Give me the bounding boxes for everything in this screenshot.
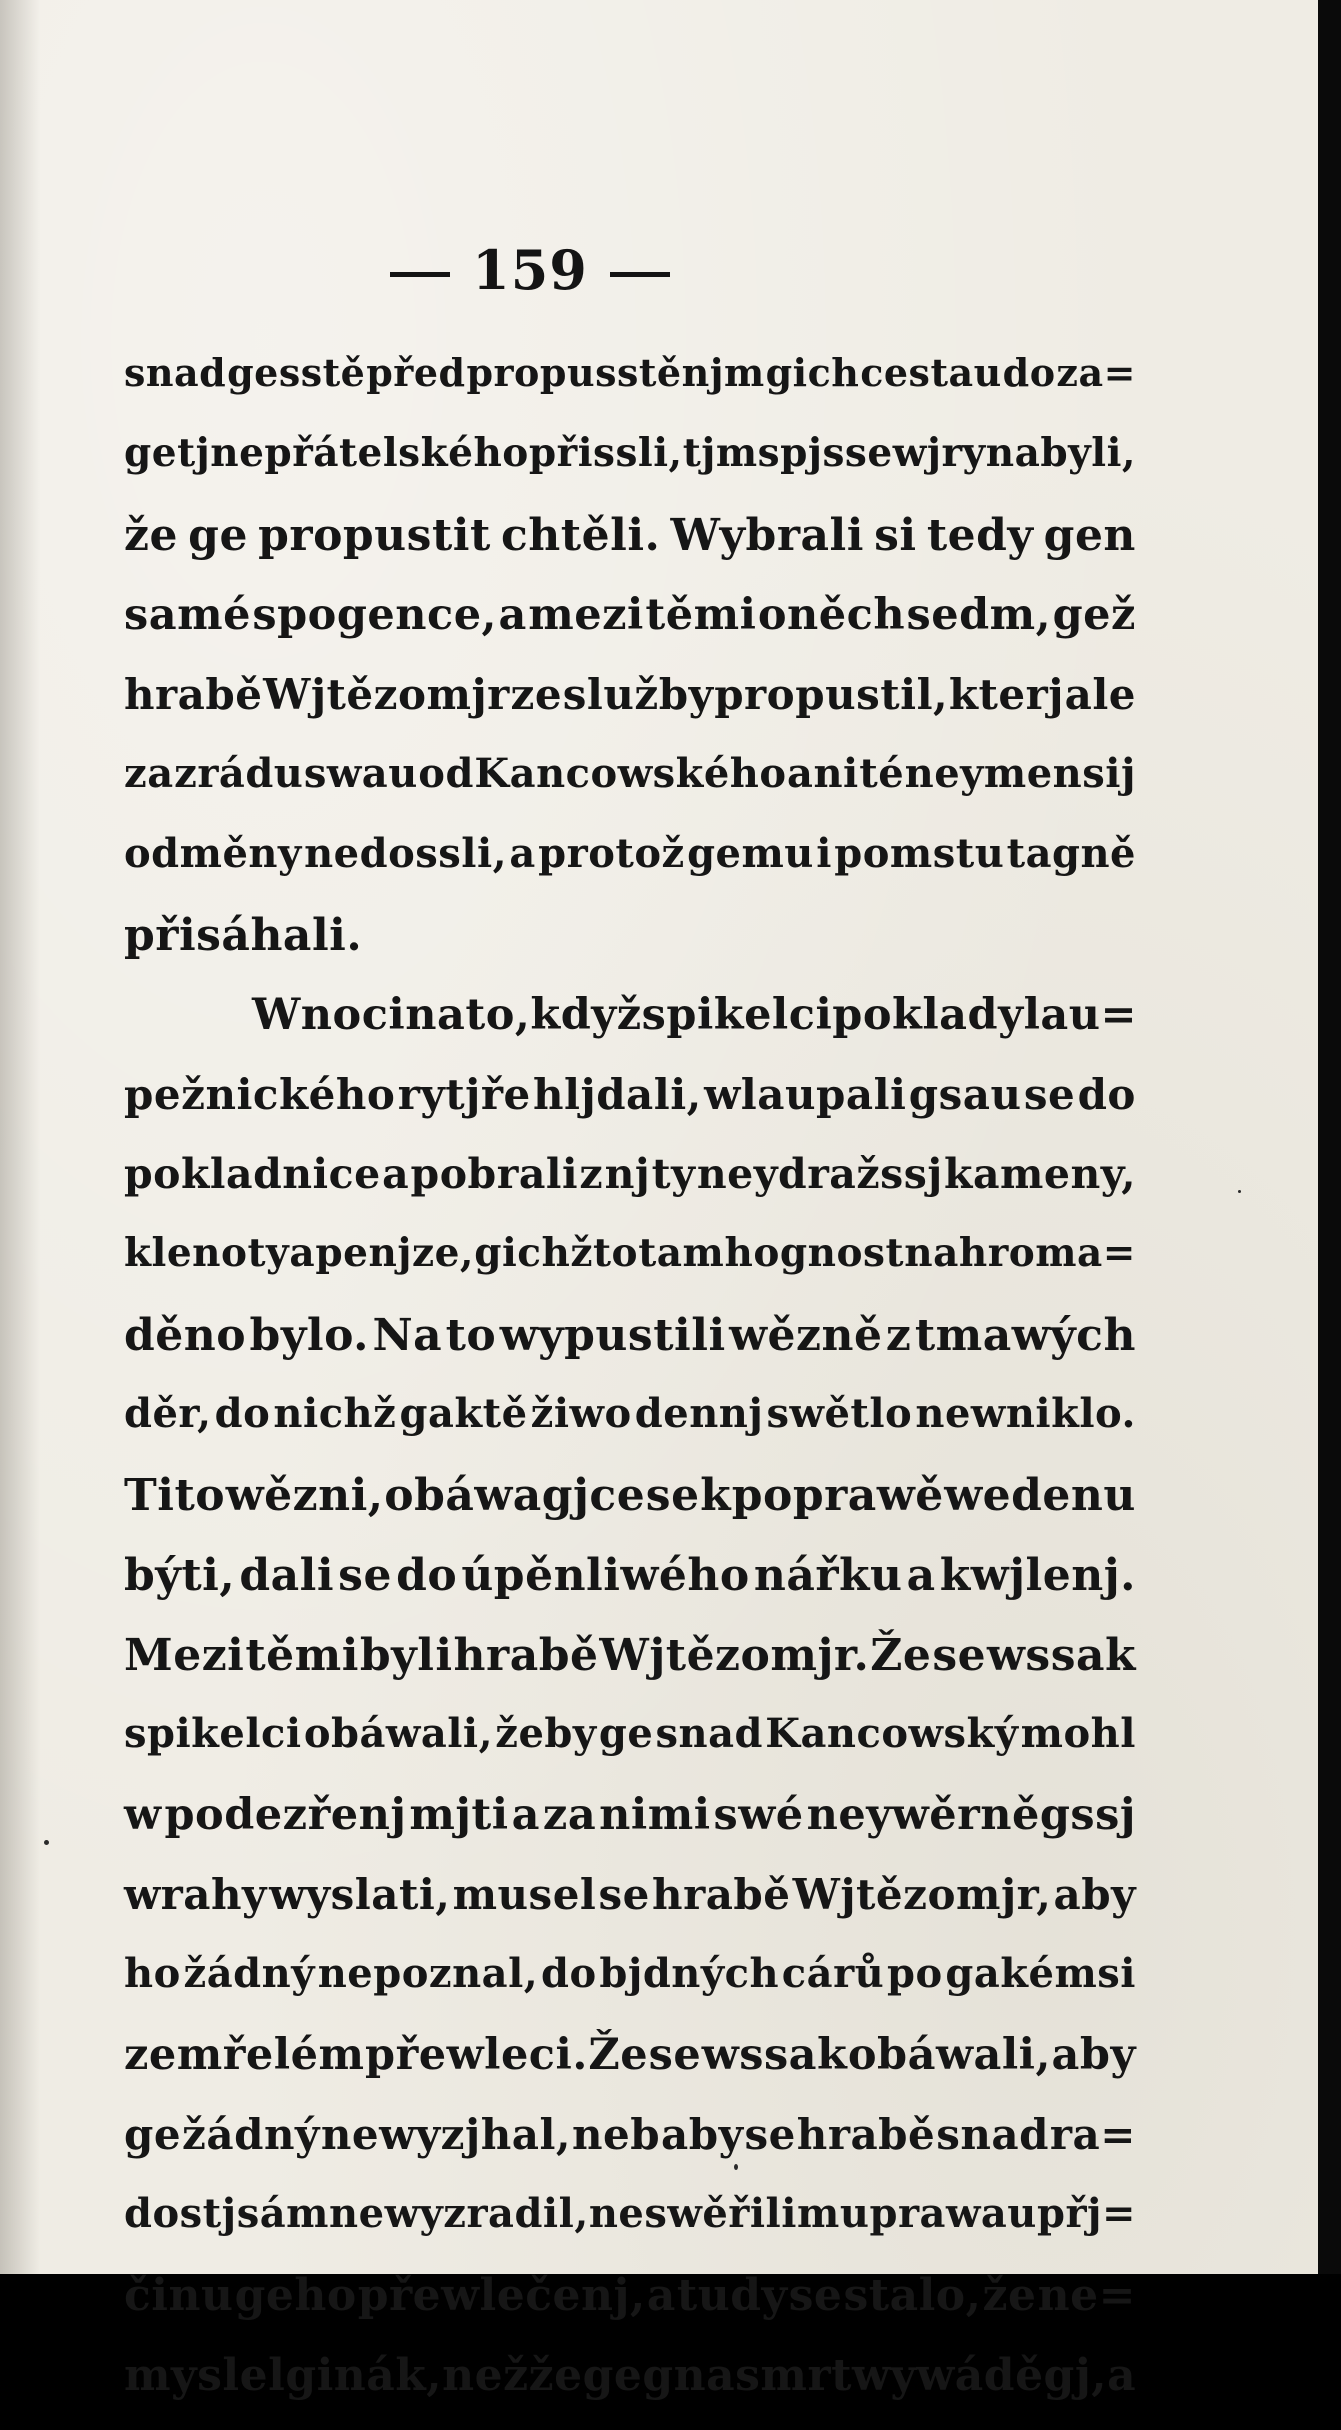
word: bylo. <box>249 1310 369 1361</box>
word: se <box>648 2030 702 2080</box>
text-line <box>124 2110 1136 2190</box>
word: hrabě <box>124 670 263 719</box>
word: wrahy <box>124 1870 267 1919</box>
word: za <box>542 1790 597 1840</box>
word: tedy <box>926 510 1034 561</box>
word: neymensij <box>904 750 1136 797</box>
word: kterj <box>948 670 1064 719</box>
text-line <box>124 1710 1136 1790</box>
word: gež <box>1052 590 1136 640</box>
word: wězni, <box>225 1470 384 1521</box>
word: samé <box>124 590 251 640</box>
word: tudy <box>676 2270 788 2321</box>
word: se <box>744 2110 796 2159</box>
word: služby <box>562 670 714 719</box>
word: protož <box>538 830 685 877</box>
word: za= <box>1056 350 1136 395</box>
word: mohl <box>1020 1710 1136 1757</box>
word: nimi <box>599 1790 711 1840</box>
word: W <box>252 990 301 1040</box>
word: hrabě <box>796 2110 936 2159</box>
word: pežnického <box>124 1070 396 1119</box>
word: to, <box>465 990 531 1040</box>
word: do <box>1002 350 1056 395</box>
text-line <box>124 1550 1136 1630</box>
word: pomstu <box>834 830 1005 877</box>
word: newyzjhal, <box>320 2110 572 2159</box>
word: sedm, <box>906 590 1052 640</box>
word: ty <box>651 1150 696 1198</box>
word: mjti <box>409 1790 509 1840</box>
word: prawau <box>869 2190 1037 2237</box>
text-line <box>124 1310 1136 1390</box>
word: i <box>816 830 832 877</box>
word: newyzradil, <box>329 2190 589 2237</box>
word: gakémsi <box>945 1950 1136 1997</box>
word: swau <box>303 750 418 797</box>
word: podezřenj <box>164 1790 407 1840</box>
word: aby <box>1053 1870 1136 1919</box>
word: Na <box>372 1310 443 1361</box>
text-line <box>124 750 1136 830</box>
word: dennj <box>634 1390 764 1437</box>
word: a <box>289 1230 316 1276</box>
text-line <box>124 1070 1136 1150</box>
text-line <box>124 1470 1136 1550</box>
paper-speck <box>1238 1190 1241 1193</box>
word: snad <box>655 1710 763 1757</box>
word: nj <box>604 1150 651 1198</box>
word: Že <box>588 2030 649 2080</box>
word: neswěřili <box>588 2190 797 2237</box>
word: kwjlenj. <box>939 1550 1136 1601</box>
text-line <box>124 1630 1136 1710</box>
word: gesstě <box>227 350 366 395</box>
word: gaktě <box>399 1390 528 1437</box>
word: těmi <box>645 590 757 640</box>
word: wedenu <box>944 1470 1136 1521</box>
word: ho <box>124 1950 181 1997</box>
word: se <box>598 1870 650 1919</box>
word: snad <box>936 2110 1049 2159</box>
word: nabyli, <box>985 430 1136 476</box>
word: swé <box>713 1790 804 1840</box>
word: býti, <box>124 1550 236 1601</box>
word: Wybrali <box>670 510 864 561</box>
word: že <box>124 510 178 561</box>
word: hognost <box>724 1230 905 1276</box>
word: snad <box>124 350 227 395</box>
word: nichž <box>273 1390 397 1437</box>
word: se <box>645 1470 700 1521</box>
word: a <box>382 1150 410 1198</box>
text-line <box>124 1870 1136 1950</box>
text-line <box>124 1150 1136 1230</box>
word: propustit <box>258 510 491 561</box>
word: přisáhali. <box>124 910 363 961</box>
word: z <box>885 1310 912 1361</box>
word: se <box>1023 1070 1076 1119</box>
word: wyslati, <box>269 1870 451 1919</box>
word: neb <box>571 2110 661 2159</box>
text-line <box>124 2350 1136 2430</box>
word: Že <box>870 1630 932 1681</box>
dash-left <box>390 272 450 277</box>
word: lau= <box>1023 990 1138 1040</box>
text-line <box>124 2270 1136 2350</box>
word: Tito <box>124 1470 226 1521</box>
word: tjm <box>682 430 758 476</box>
word: zemřelém <box>124 2030 365 2080</box>
word: tagně <box>1006 830 1136 877</box>
word: do <box>396 1550 458 1601</box>
text-line <box>124 1790 1136 1870</box>
word: než <box>442 2350 529 2401</box>
word: a <box>498 590 527 640</box>
word: rytjře <box>397 1070 531 1119</box>
word: stalo, <box>843 2270 982 2321</box>
word: gen <box>1043 510 1136 561</box>
word: myslel <box>124 2350 286 2401</box>
word: nepřátelského <box>210 430 529 476</box>
word: Wjtězomjr <box>263 670 510 719</box>
word: geg <box>582 2350 674 2401</box>
word: wjry <box>892 430 986 476</box>
word: to <box>445 1310 497 1361</box>
word: že <box>528 2350 583 2401</box>
text-line <box>124 510 1136 590</box>
word: Wjtězomjr. <box>599 1630 870 1681</box>
word: dali <box>239 1550 335 1601</box>
word: nářku <box>753 1550 903 1601</box>
word: obáwali, <box>847 2030 1051 2080</box>
text-line <box>124 1230 1136 1310</box>
page-number-value: 159 <box>472 238 588 302</box>
word: když <box>530 990 642 1040</box>
text-line <box>124 350 1136 430</box>
word: neydražssj <box>696 1150 943 1198</box>
word: z <box>579 1150 604 1198</box>
word: getj <box>124 430 211 476</box>
word: Kancowský <box>765 1710 1019 1757</box>
word: wlaupali <box>704 1070 907 1119</box>
word: zrádu <box>174 750 304 797</box>
word: za <box>124 750 174 797</box>
word: ge <box>598 1710 654 1757</box>
word: spikelci <box>124 1710 302 1757</box>
word: hrabě <box>652 1870 791 1919</box>
word: nahroma= <box>904 1230 1136 1276</box>
word: té <box>859 750 905 797</box>
text-line <box>124 910 1136 990</box>
word: na <box>405 990 466 1040</box>
word: byl <box>359 1630 435 1681</box>
word: děr, <box>124 1390 212 1437</box>
word: Mezi <box>124 1630 245 1681</box>
word: propustil, <box>714 670 949 719</box>
word: do <box>214 1390 271 1437</box>
word: žiwo <box>530 1390 632 1437</box>
word: sám <box>236 2190 329 2237</box>
word: těmi <box>245 1630 359 1681</box>
word: wywáděgj, <box>851 2350 1108 2401</box>
body-text <box>124 350 1136 2430</box>
word: spikelci <box>641 990 833 1040</box>
word: mu <box>797 2190 870 2237</box>
word: gich <box>765 350 860 395</box>
word: žádný <box>183 1950 315 1997</box>
word: se <box>338 1550 392 1601</box>
word: ale <box>1064 670 1136 719</box>
word: pobrali <box>410 1150 579 1198</box>
word: do <box>1077 1070 1136 1119</box>
word: neywěrněgssj <box>806 1790 1136 1840</box>
word: geho <box>234 2270 357 2321</box>
word: úpěnliwého <box>461 1550 750 1601</box>
word: obáwagjce <box>384 1470 646 1521</box>
text-line <box>124 430 1136 510</box>
word: ra= <box>1049 2110 1136 2159</box>
word: přewlečenj, <box>357 2270 646 2321</box>
text-line <box>124 1390 1136 1470</box>
word: k <box>700 1470 732 1521</box>
word: žeby <box>495 1710 597 1757</box>
word: nedossli, <box>304 830 508 877</box>
text-line <box>124 590 1136 670</box>
paper-speck <box>734 2164 738 2170</box>
word: tam <box>638 1230 725 1276</box>
word: a <box>906 1550 936 1601</box>
word: ge <box>124 2110 182 2159</box>
word: cestau <box>860 350 1002 395</box>
word: propusstěnjm <box>466 350 765 395</box>
word: a <box>511 1790 540 1840</box>
word: se <box>788 2270 843 2321</box>
word: i <box>435 1630 453 1681</box>
word: gsau <box>908 1070 1022 1119</box>
word: wssak <box>987 1630 1136 1681</box>
page-number <box>0 238 1060 302</box>
word: chtěli. <box>501 510 661 561</box>
word: odměny <box>124 830 302 877</box>
word: w <box>124 1790 162 1840</box>
word: a <box>1107 2350 1137 2401</box>
word: hljdali, <box>533 1070 702 1119</box>
word: od <box>418 750 474 797</box>
text-line <box>124 2030 1136 2110</box>
word: noci <box>300 990 406 1040</box>
paper-speck <box>44 1840 49 1845</box>
scan-border <box>1318 0 1341 2274</box>
word: smrt <box>735 2350 852 2401</box>
word: před <box>366 350 466 395</box>
word: si <box>874 510 917 561</box>
word: přissli, <box>528 430 683 476</box>
word: gemu <box>687 830 814 877</box>
word: poklady <box>832 990 1024 1040</box>
word: swětlo <box>766 1390 913 1437</box>
word: a <box>646 2270 676 2321</box>
word: wssak <box>701 2030 848 2080</box>
word: bjdných <box>599 1950 780 1997</box>
word: gichžto <box>474 1230 639 1276</box>
word: cárů <box>781 1950 885 1997</box>
word: ge <box>188 510 248 561</box>
word: penjze, <box>315 1230 474 1276</box>
word: newniklo. <box>915 1390 1136 1437</box>
word: přewleci. <box>365 2030 588 2080</box>
word: ze <box>510 670 563 719</box>
word: wypustili <box>499 1310 726 1361</box>
word: klenoty <box>124 1230 290 1276</box>
word: žádný <box>182 2110 320 2159</box>
word: obáwali, <box>303 1710 494 1757</box>
paragraph-first-line <box>124 990 1136 1070</box>
word: po <box>886 1950 943 1997</box>
text-line <box>124 670 1136 750</box>
word: Kancowského <box>474 750 787 797</box>
word: děno <box>124 1310 247 1361</box>
word: poprawě <box>731 1470 944 1521</box>
word: na <box>673 2350 736 2401</box>
word: přj= <box>1036 2190 1136 2237</box>
word: nepoznal, <box>317 1950 539 1997</box>
word: aby <box>1051 2030 1136 2080</box>
word: aby <box>661 2110 744 2159</box>
word: ginák, <box>285 2350 443 2401</box>
word: pokladnice <box>124 1150 381 1198</box>
text-line <box>124 1950 1136 2030</box>
word: tmawých <box>914 1310 1136 1361</box>
word: a <box>509 830 536 877</box>
word: kameny, <box>944 1150 1136 1198</box>
page-edge-shadow <box>0 0 40 2274</box>
word: se <box>932 1630 987 1681</box>
word: ani <box>787 750 859 797</box>
word: že <box>982 2270 1037 2321</box>
word: do <box>540 1950 597 1997</box>
word: Wjtězomjr, <box>792 1870 1052 1919</box>
dash-right <box>610 272 670 277</box>
word: spjsse <box>757 430 893 476</box>
word: spogence, <box>252 590 498 640</box>
word: oněch <box>757 590 906 640</box>
word: mezi <box>528 590 644 640</box>
word: musel <box>452 1870 597 1919</box>
word: wězně <box>729 1310 883 1361</box>
word: činu <box>124 2270 234 2321</box>
word: hrabě <box>453 1630 599 1681</box>
word: dostj <box>124 2190 237 2237</box>
text-line <box>124 2190 1136 2270</box>
text-line <box>124 830 1136 910</box>
word: ne= <box>1037 2270 1136 2321</box>
